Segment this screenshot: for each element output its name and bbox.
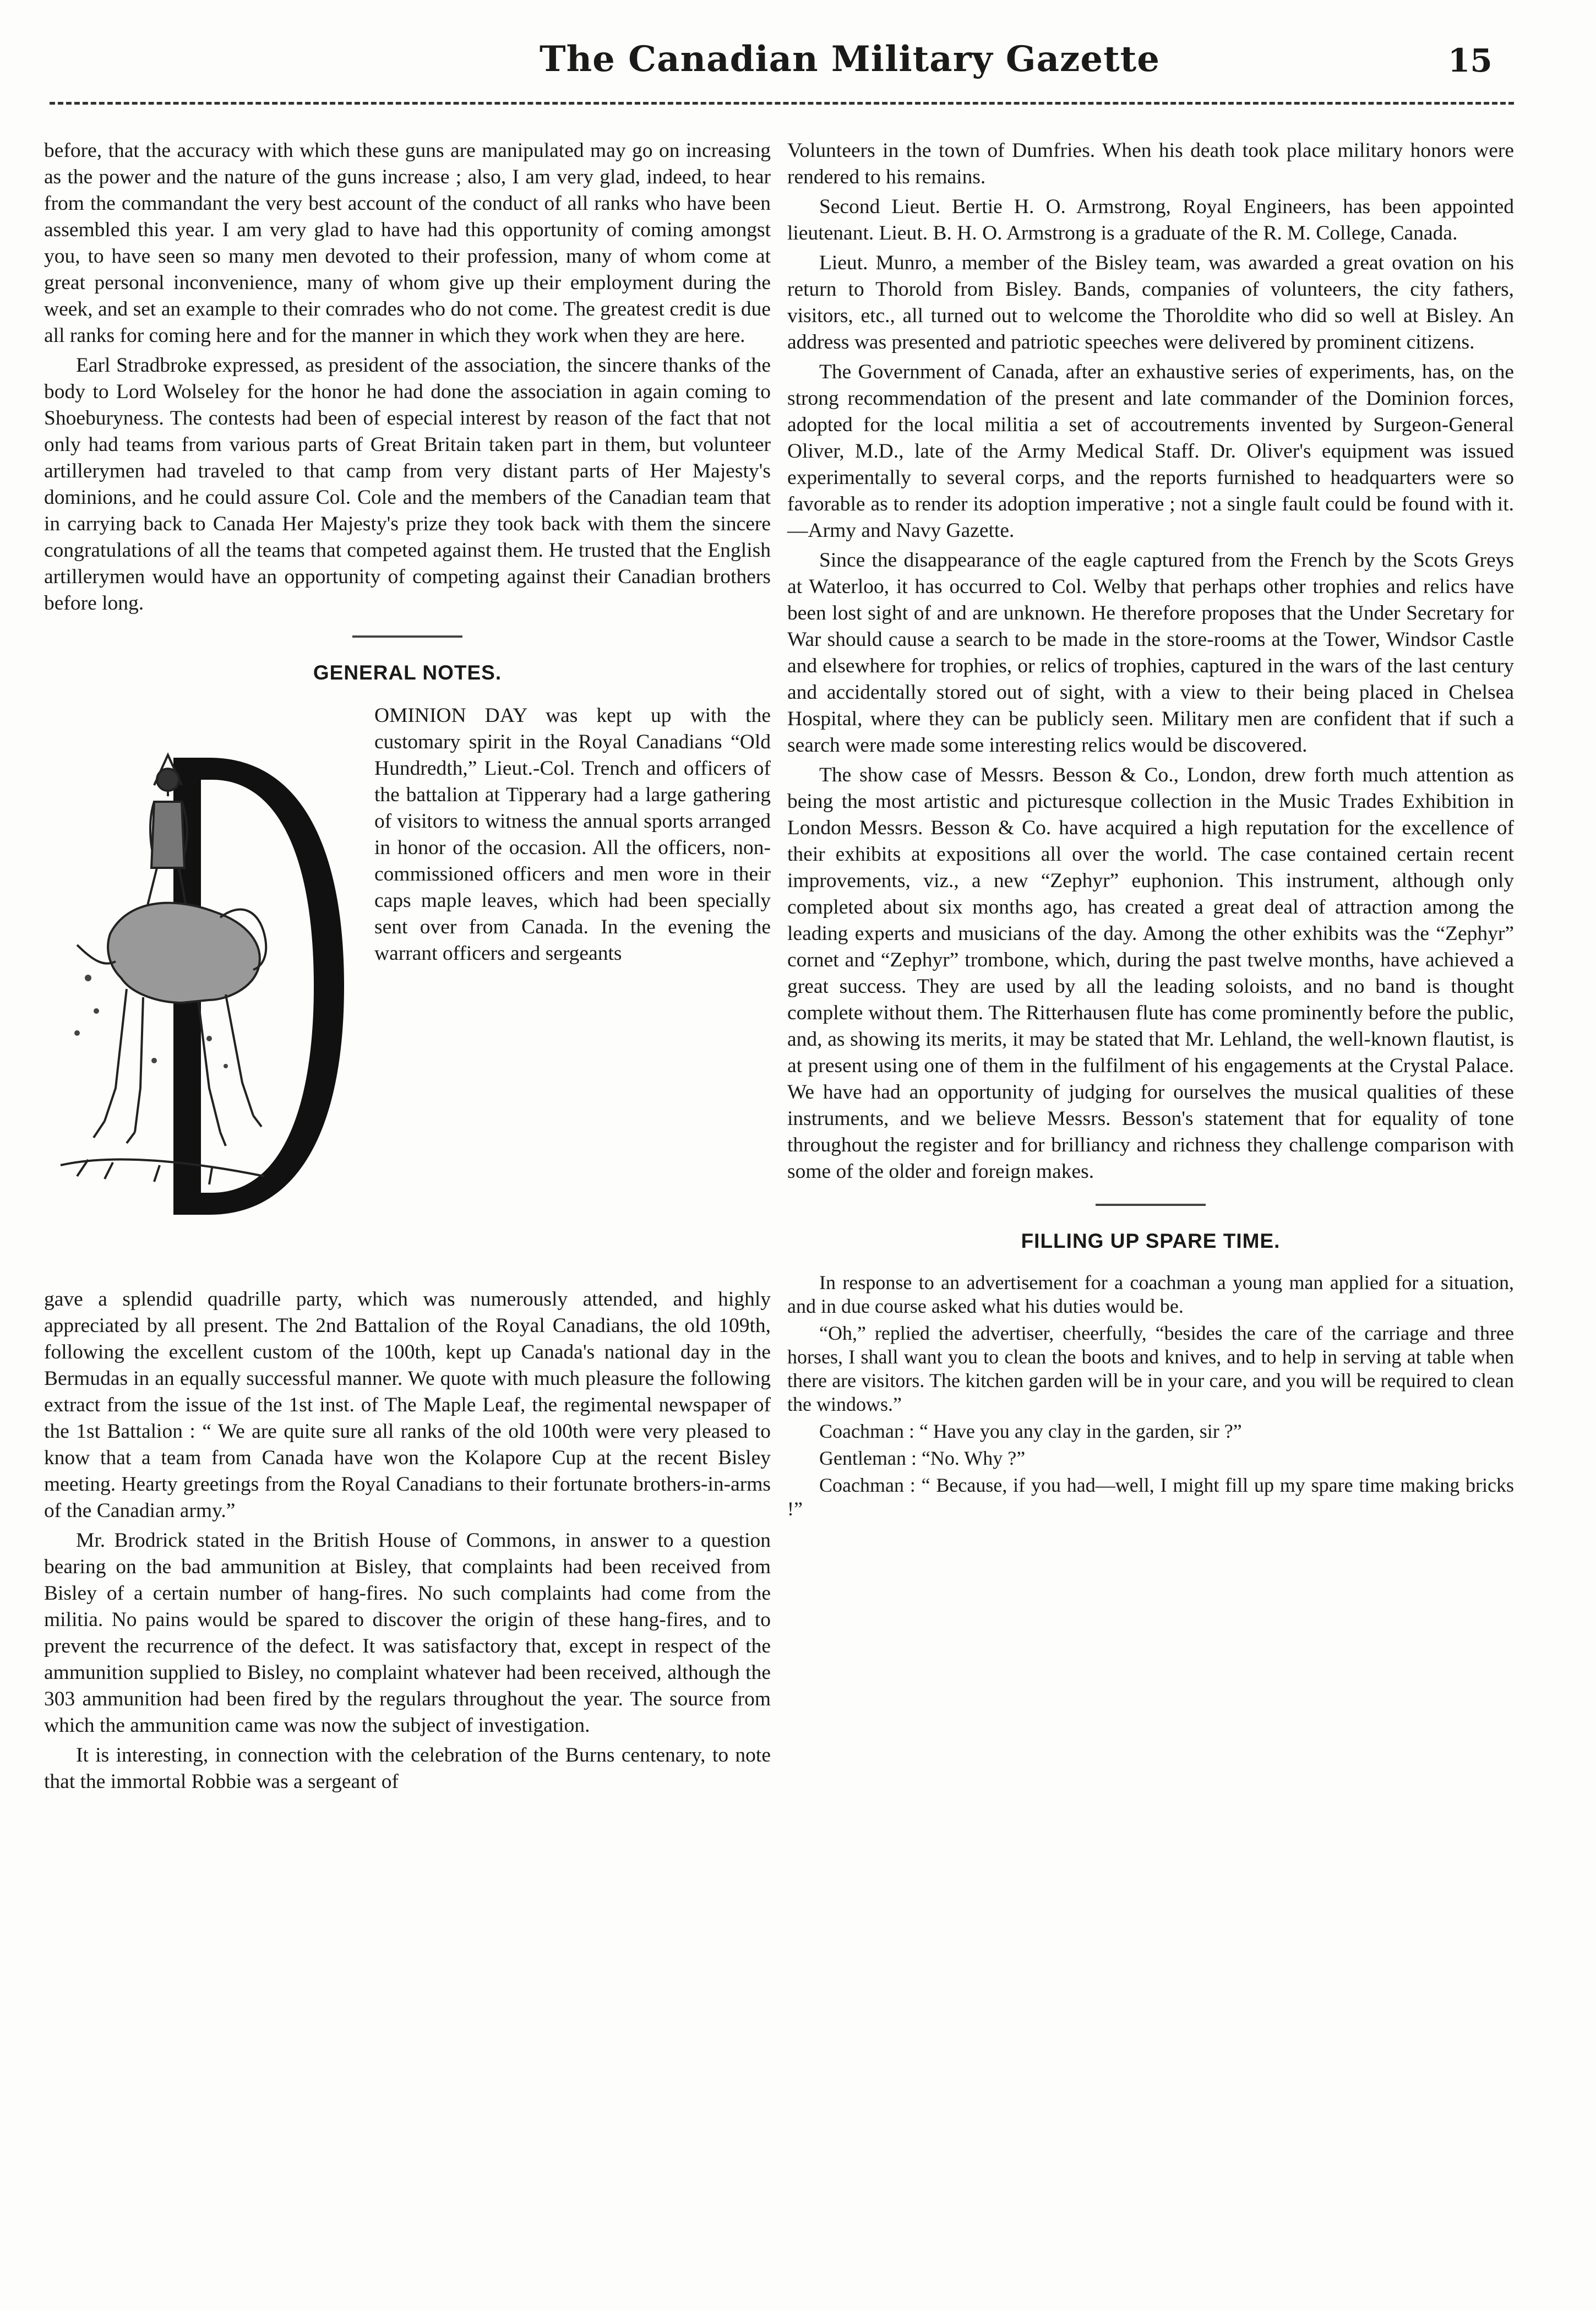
filling-up-spare-time-heading: FILLING UP SPARE TIME. <box>1021 1230 1281 1252</box>
article-paragraph: It is interesting, in connection with the celebration of the Burns centenary, to note that the immortal Robbie was a sergeant of <box>44 1744 771 1793</box>
article-paragraph: The Government of Canada, after an exhaustive series of experiments, has, on the strong recommendation of the present and late commander of the Dominion forces, adopted for the local militia a set of accoutrements invented by Surgeon-General Oliver, M.D., late of the Army Medical Staff. Dr. Oliver's equipment was issued experimentally to several corps, and the reports furnished to headquarters were so favorable as to render its adoption imperative ; not a single fault could be found with it.—Army and Navy Gazette. <box>787 361 1514 542</box>
left-column <box>44 138 771 1798</box>
page-number: 15 <box>1448 42 1492 79</box>
dropcap-block <box>44 703 771 1286</box>
anecdote-dialogue: Coachman : “ Have you any clay in the garden, sir ?” <box>819 1420 1242 1442</box>
article-paragraph: Earl Stradbroke expressed, as president of the association, the sincere thanks of the body to Lord Wolseley for the honor he had done the association in again coming to Shoeburyness. The contests had been of especial interest by reason of the fact that not only had teams from various parts of Great Britain taken part in them, but volunteer artillerymen had traveled to that camp from very distant parts of Her Majesty's dominions, and he could assure Col. Cole and the members of the Canadian team that in carrying back to Canada Her Majesty's prize they took back with them the sincere congratulations of all the teams that competed against them. He trusted that the English artillerymen would have an opportunity of competing against their Canadian brothers before long. <box>44 354 771 615</box>
article-paragraph: Lieut. Munro, a member of the Bisley team, was awarded a great ovation on his return to Thorold from Bisley. Bands, companies of volunteers, the city fathers, visitors, etc., all turned out to welcome the Thoroldite who did so well at Bisley. An address was presented and patriotic speeches were delivered by prominent citizens. <box>787 252 1514 354</box>
article-paragraph: Mr. Brodrick stated in the British House of Commons, in answer to a question bearing on the bad ammunition at Bisley, that complaints had been received from Bisley of a certain number of hang-fires. No such complaints had come from the militia. No pains would be spared to discover the origin of these hang-fires, and to prevent the recurrence of the defect. It was satisfactory that, except in respect of the ammunition supplied to Bisley, no complaint whatever had been received, although the 303 ammunition had been fired by the regulars throughout the year. The source from which the ammunition came was now the subject of investigation. <box>44 1529 771 1737</box>
masthead <box>0 39 1596 99</box>
publication-title: The Canadian Military Gazette <box>540 39 1160 80</box>
dominion-day-text: OMINION DAY was kept up with the customary spirit in the Royal Canadians “Old Hundredth,” Lieut.-Col. Trench and officers of the battalion at Tipperary had a large gathering of visitors to witness the annual sports arranged in honor of the occasion. All the officers, non-commissioned officers and men wore in their caps maple leaves, which had been specially sent over from Canada. In the evening the warrant officers and sergeants <box>374 704 771 965</box>
article-paragraph: Second Lieut. Bertie H. O. Armstrong, Royal Engineers, has been appointed lieutenant. Lieut. B. H. O. Armstrong is a graduate of the R. M. College, Canada. <box>787 195 1514 244</box>
anecdote-dialogue: Gentleman : “No. Why ?” <box>819 1447 1026 1469</box>
dropcap-paragraph <box>374 703 771 967</box>
article-paragraph: Volunteers in the town of Dumfries. When his death took place military honors were rendered to his remains. <box>787 139 1514 188</box>
header-rule <box>50 102 1514 105</box>
soldier-drop-cap-illustration <box>44 703 352 1275</box>
general-notes-heading: GENERAL NOTES. <box>313 661 502 684</box>
anecdote-paragraph: In response to an advertisement for a coachman a young man applied for a situation, and in due course asked what his duties would be. <box>787 1271 1514 1317</box>
section-divider <box>352 635 462 638</box>
article-paragraph: gave a splendid quadrille party, which was numerously attended, and highly appreciated by all present. The 2nd Battalion of the Royal Canadians, the old 109th, following the excellent custom of the 100th, kept up Canada's national day in the Bermudas in an equally successful manner. We quote with much pleasure the following extract from the issue of the 1st inst. of The Maple Leaf, the regimental newspaper of the 1st Battalion : “ We are quite sure all ranks of the old 100th were very pleased to know that a team from Canada have won the Kolapore Cup at the recent Bisley meeting. Hearty greetings from the Royal Canadians to their fortunate brothers-in-arms of the Canadian army.” <box>44 1288 771 1522</box>
article-paragraph: Since the disappearance of the eagle captured from the French by the Scots Greys at Waterloo, it has occurred to Col. Welby that perhaps other trophies and relics have been lost sight of and are unknown. He therefore proposes that the Under Secretary for War should cause a search to be made in the store-rooms at the Tower, Windsor Castle and elsewhere for trophies, or relics of trophies, captured in the wars of the last century and accidentally stored out of sight, with a view to their being placed in Chelsea Hospital, where they can be publicly seen. Military men are confident that if such a search were made some interesting relics would be discovered. <box>787 549 1514 757</box>
anecdote-block <box>787 1271 1514 1521</box>
article-paragraph: before, that the accuracy with which these guns are manipulated may go on increasing as the power and the nature of the guns increase ; also, I am very glad, indeed, to hear from the commandant the very best account of the conduct of all ranks who have been assembled this year. I am very glad to have had this opportunity of coming amongst you, to have seen so many men devoted to their profession, many of whom come at great personal inconvenience, many of whom give up their employment during the week, and set an example to their comrades who do not come. The greatest credit is due all ranks for coming here and for the manner in which they work when they are here. <box>44 139 771 347</box>
right-column <box>787 138 1514 1524</box>
section-divider <box>1096 1204 1206 1206</box>
anecdote-dialogue: Coachman : “ Because, if you had—well, I might fill up my spare time making bricks !” <box>787 1474 1514 1520</box>
anecdote-paragraph: “Oh,” replied the advertiser, cheerfully, “besides the care of the carriage and three horses, I shall want you to clean the boots and knives, and to help in serving at table when there are visitors. The kitchen garden will be in your care, and you will be required to clean the windows.” <box>787 1322 1514 1415</box>
article-paragraph: The show case of Messrs. Besson & Co., London, drew forth much attention as being the most artistic and picturesque collection in the Music Trades Exhibition in London Messrs. Besson & Co. have acquired a high reputation for the excellence of their exhibits at expositions all over the world. The case contained certain recent improvements, viz., a new “Zephyr” euphonion. This instrument, although only completed about six months ago, has created a great deal of attraction among the leading experts and musicians of the day. Among the other exhibits was the “Zephyr” cornet and “Zephyr” trombone, which, during the past twelve months, have achieved a great success. They are used by all the leading soloists, and no band is thought complete without them. The Ritterhausen flute has come prominently before the public, and, as showing its merits, it may be stated that Mr. Lehland, the well-known flautist, is at present using one of them in the fulfilment of his engagements at the Crystal Palace. We have had an opportunity of judging for ourselves the musical qualities of these instruments, and we believe Messrs. Besson's statement that for equality of tone throughout the register and for brilliancy and richness they challenge comparison with some of the older and foreign makes. <box>787 764 1514 1183</box>
